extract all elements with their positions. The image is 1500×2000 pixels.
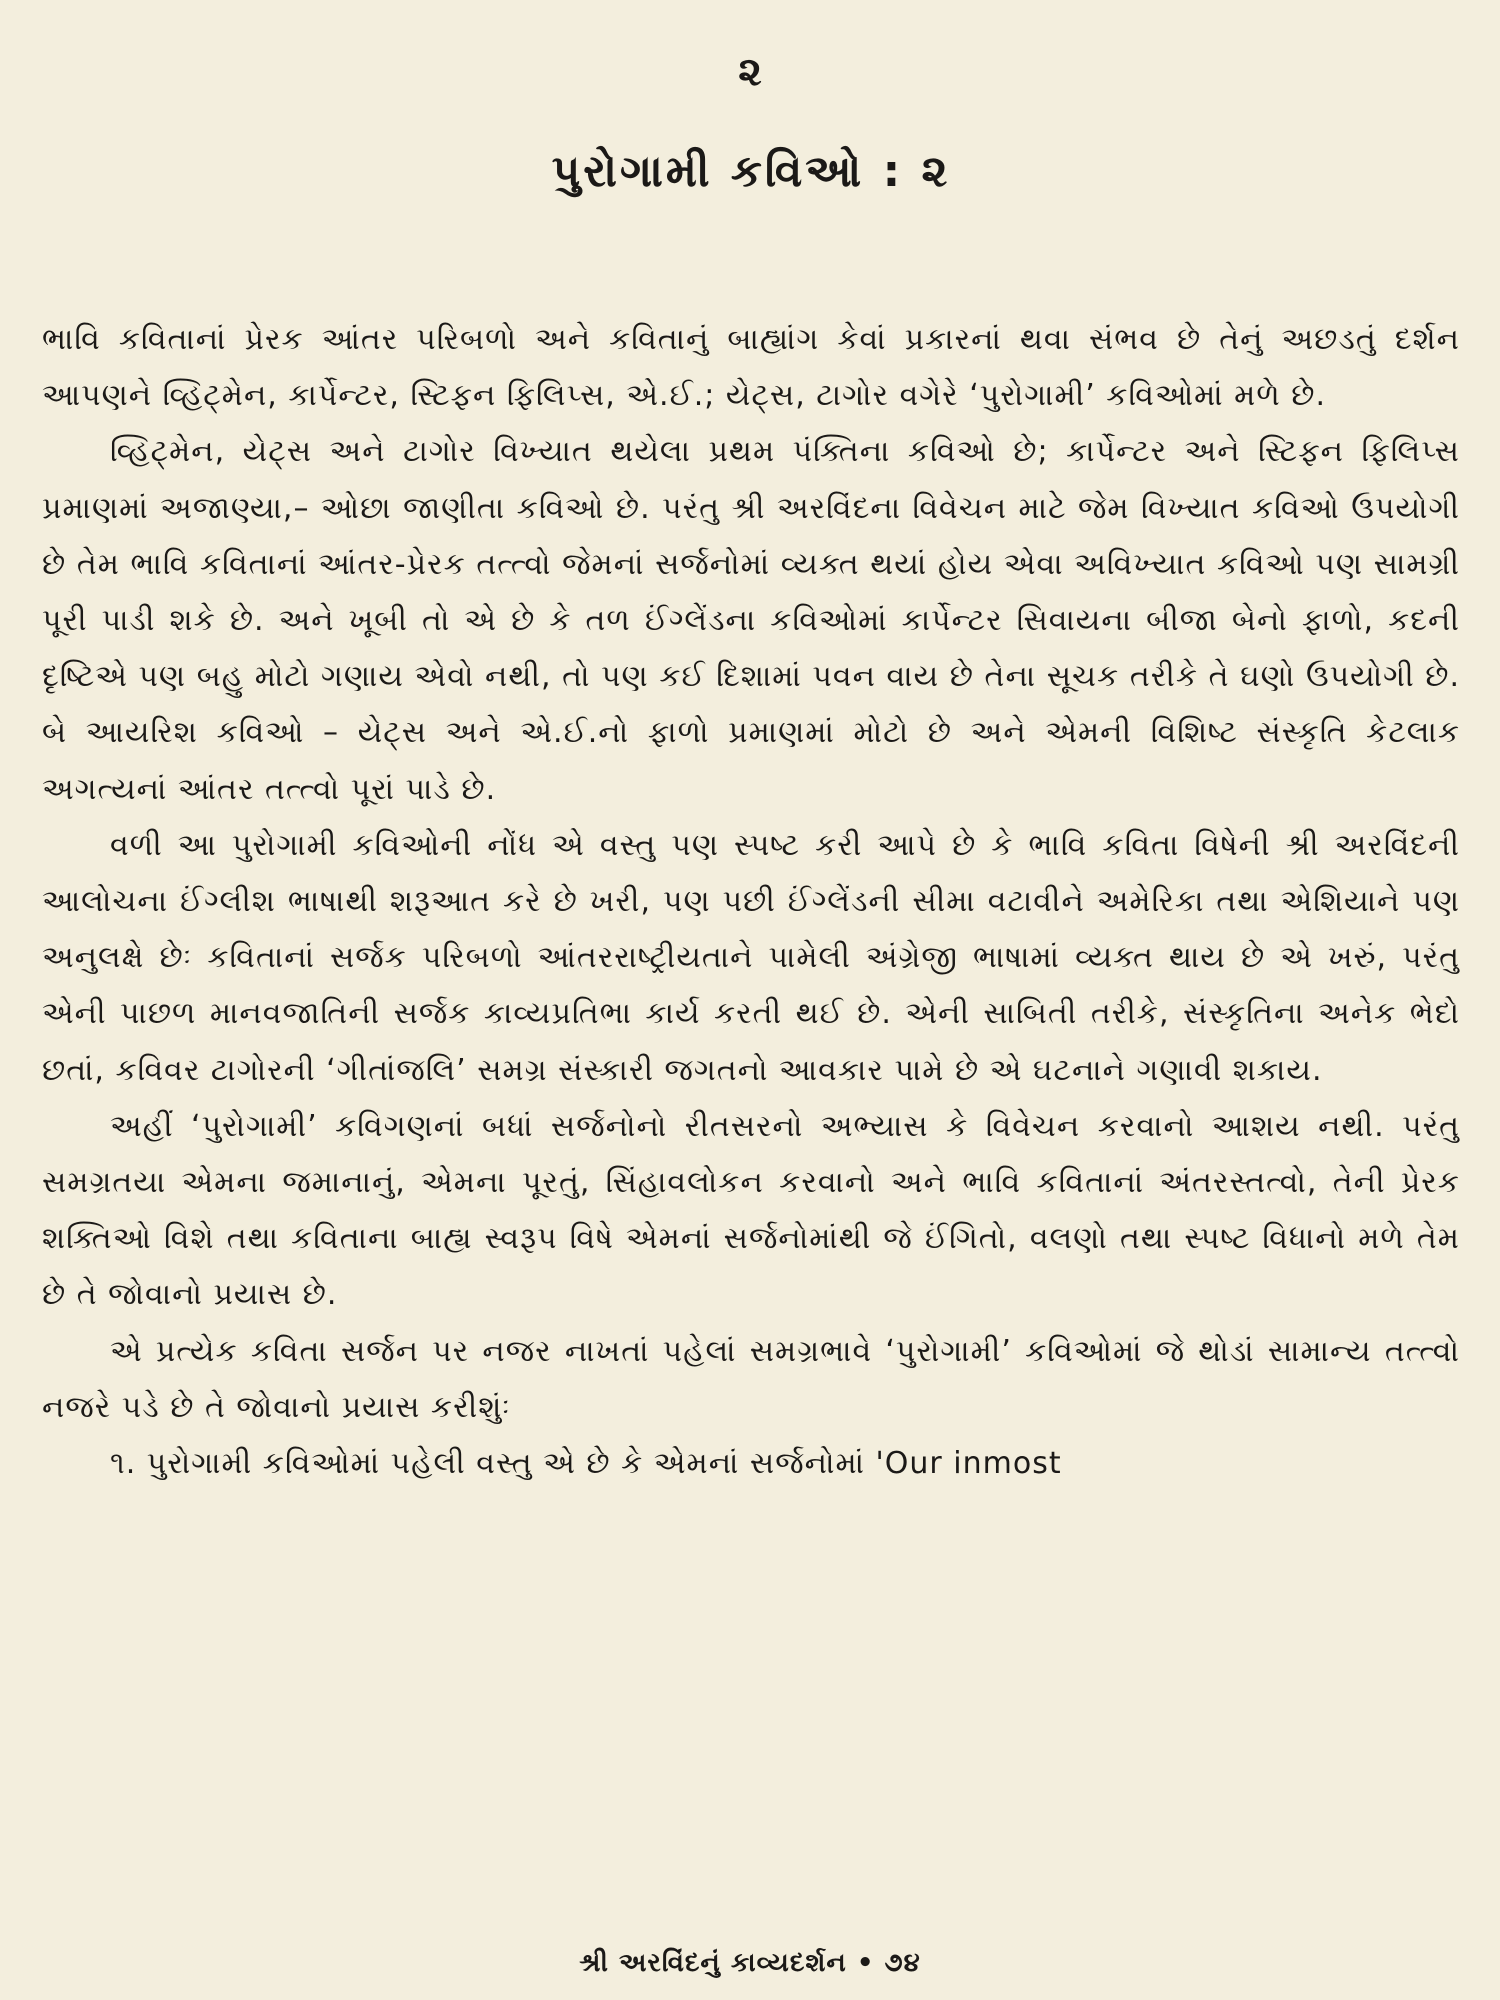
chapter-number: ૨ (738, 49, 764, 95)
paragraph: ૧. પુરોગામી કવિઓમાં પહેલી વસ્તુ એ છે કે એમનાં સર્જનોમાં 'Our inmost (110, 1446, 1062, 1482)
paragraph: વ્હિટ્મેન, યેટ્સ અને ટાગોર વિખ્યાત થયેલા પ્રથમ પંક્તિના કવિઓ છે; કાર્પેન્ટર અને સ્ટિફન ફિલિપ્સ પ્રમાણમાં અજાણ્યા,– ઓછા જાણીતા કવિઓ છે. પરંતુ શ્રી અરવિંદના વિવેચન માટે જેમ વિખ્યાત કવિઓ ઉપયોગી છે તેમ ભાવિ કવિતાનાં આંતર-પ્રેરક તત્ત્વો જેમનાં સર્જનોમાં વ્યક્ત થયાં હોય એવા અવિખ્યાત કવિઓ પણ સામગ્રી પૂરી પાડી શકે છે. અને ખૂબી તો એ છે કે તળ ઈંગ્લેંડના કવિઓમાં કાર્પેન્ટર સિવાયના બીજા બેનો ફાળો, કદની દૃષ્ટિએ પણ બહુ મોટો ગણાય એવો નથી, તો પણ કઈ દિશામાં પવન વાય છે તેના સૂચક તરીકે તે ઘણો ઉપયોગી છે. બે આયરિશ કવિઓ – યેટ્સ અને એ.ઈ.નો ફાળો પ્રમાણમાં મોટો છે અને એમની વિશિષ્ટ સંસ્કૃતિ કેટલાક અગત્યનાં આંતર તત્ત્વો પૂરાં પાડે છે. (42, 434, 1460, 807)
chapter-title: પુરોગામી કવિઓ : ૨ (551, 146, 951, 197)
body-text (42, 312, 1460, 1492)
paragraph: અહીં ‘પુરોગામી’ કવિગણનાં બધાં સર્જનોનો રીતસરનો અભ્યાસ કે વિવેચન કરવાનો આશય નથી. પરંતુ સમગ્રતયા એમના જમાનાનું, એમના પૂરતું, સિંહાવલોકન કરવાનો અને ભાવિ કવિતાનાં અંતરસ્તત્વો, તેની પ્રેરક શક્તિઓ વિશે તથા કવિતાના બાહ્ય સ્વરૂપ વિષે એમનાં સર્જનોમાંથી જે ઈંગિતો, વલણો તથા સ્પષ્ટ વિધાનો મળે તેમ છે તે જોવાનો પ્રયાસ છે. (42, 1108, 1460, 1313)
paragraph: વળી આ પુરોગામી કવિઓની નોંધ એ વસ્તુ પણ સ્પષ્ટ કરી આપે છે કે ભાવિ કવિતા વિષેની શ્રી અરવિંદની આલોચના ઈંગ્લીશ ભાષાથી શરૂઆત કરે છે ખરી, પણ પછી ઈંગ્લેંડની સીમા વટાવીને અમેરિકા તથા એશિયાને પણ અનુલક્ષે છેઃ કવિતાનાં સર્જક પરિબળો આંતરરાષ્ટ્રીયતાને પામેલી અંગ્રેજી ભાષામાં વ્યક્ત થાય છે એ ખરું, પરંતુ એની પાછળ માનવજાતિની સર્જક કાવ્યપ્રતિભા કાર્ય કરતી થઈ છે. એની સાબિતી તરીકે, સંસ્કૃતિના અનેક ભેદો છતાં, કવિવર ટાગોરની ‘ગીતાંજલિ’ સમગ્ર સંસ્કારી જગતનો આવકાર પામે છે એ ઘટનાને ગણાવી શકાય. (42, 827, 1460, 1088)
paragraph: એ પ્રત્યેક કવિતા સર્જન પર નજર નાખતાં પહેલાં સમગ્રભાવે ‘પુરોગામી’ કવિઓમાં જે થોડાં સામાન્ય તત્ત્વો નજરે પડે છે તે જોવાનો પ્રયાસ કરીશુંઃ (42, 1333, 1460, 1425)
page-footer: શ્રી અરવિંદનું કાવ્યદર્શન • ૭૪ (579, 1948, 921, 1978)
paragraph: ભાવિ કવિતાનાં પ્રેરક આંતર પરિબળો અને કવિતાનું બાહ્યાંગ કેવાં પ્રકારનાં થવા સંભવ છે તેનું અછડતું દર્શન આપણને વ્હિટ્મેન, કાર્પેન્ટર, સ્ટિફન ફિલિપ્સ, એ.ઈ.; યેટ્સ, ટાગોર વગેરે ‘પુરોગામી’ કવિઓમાં મળે છે. (42, 322, 1460, 414)
